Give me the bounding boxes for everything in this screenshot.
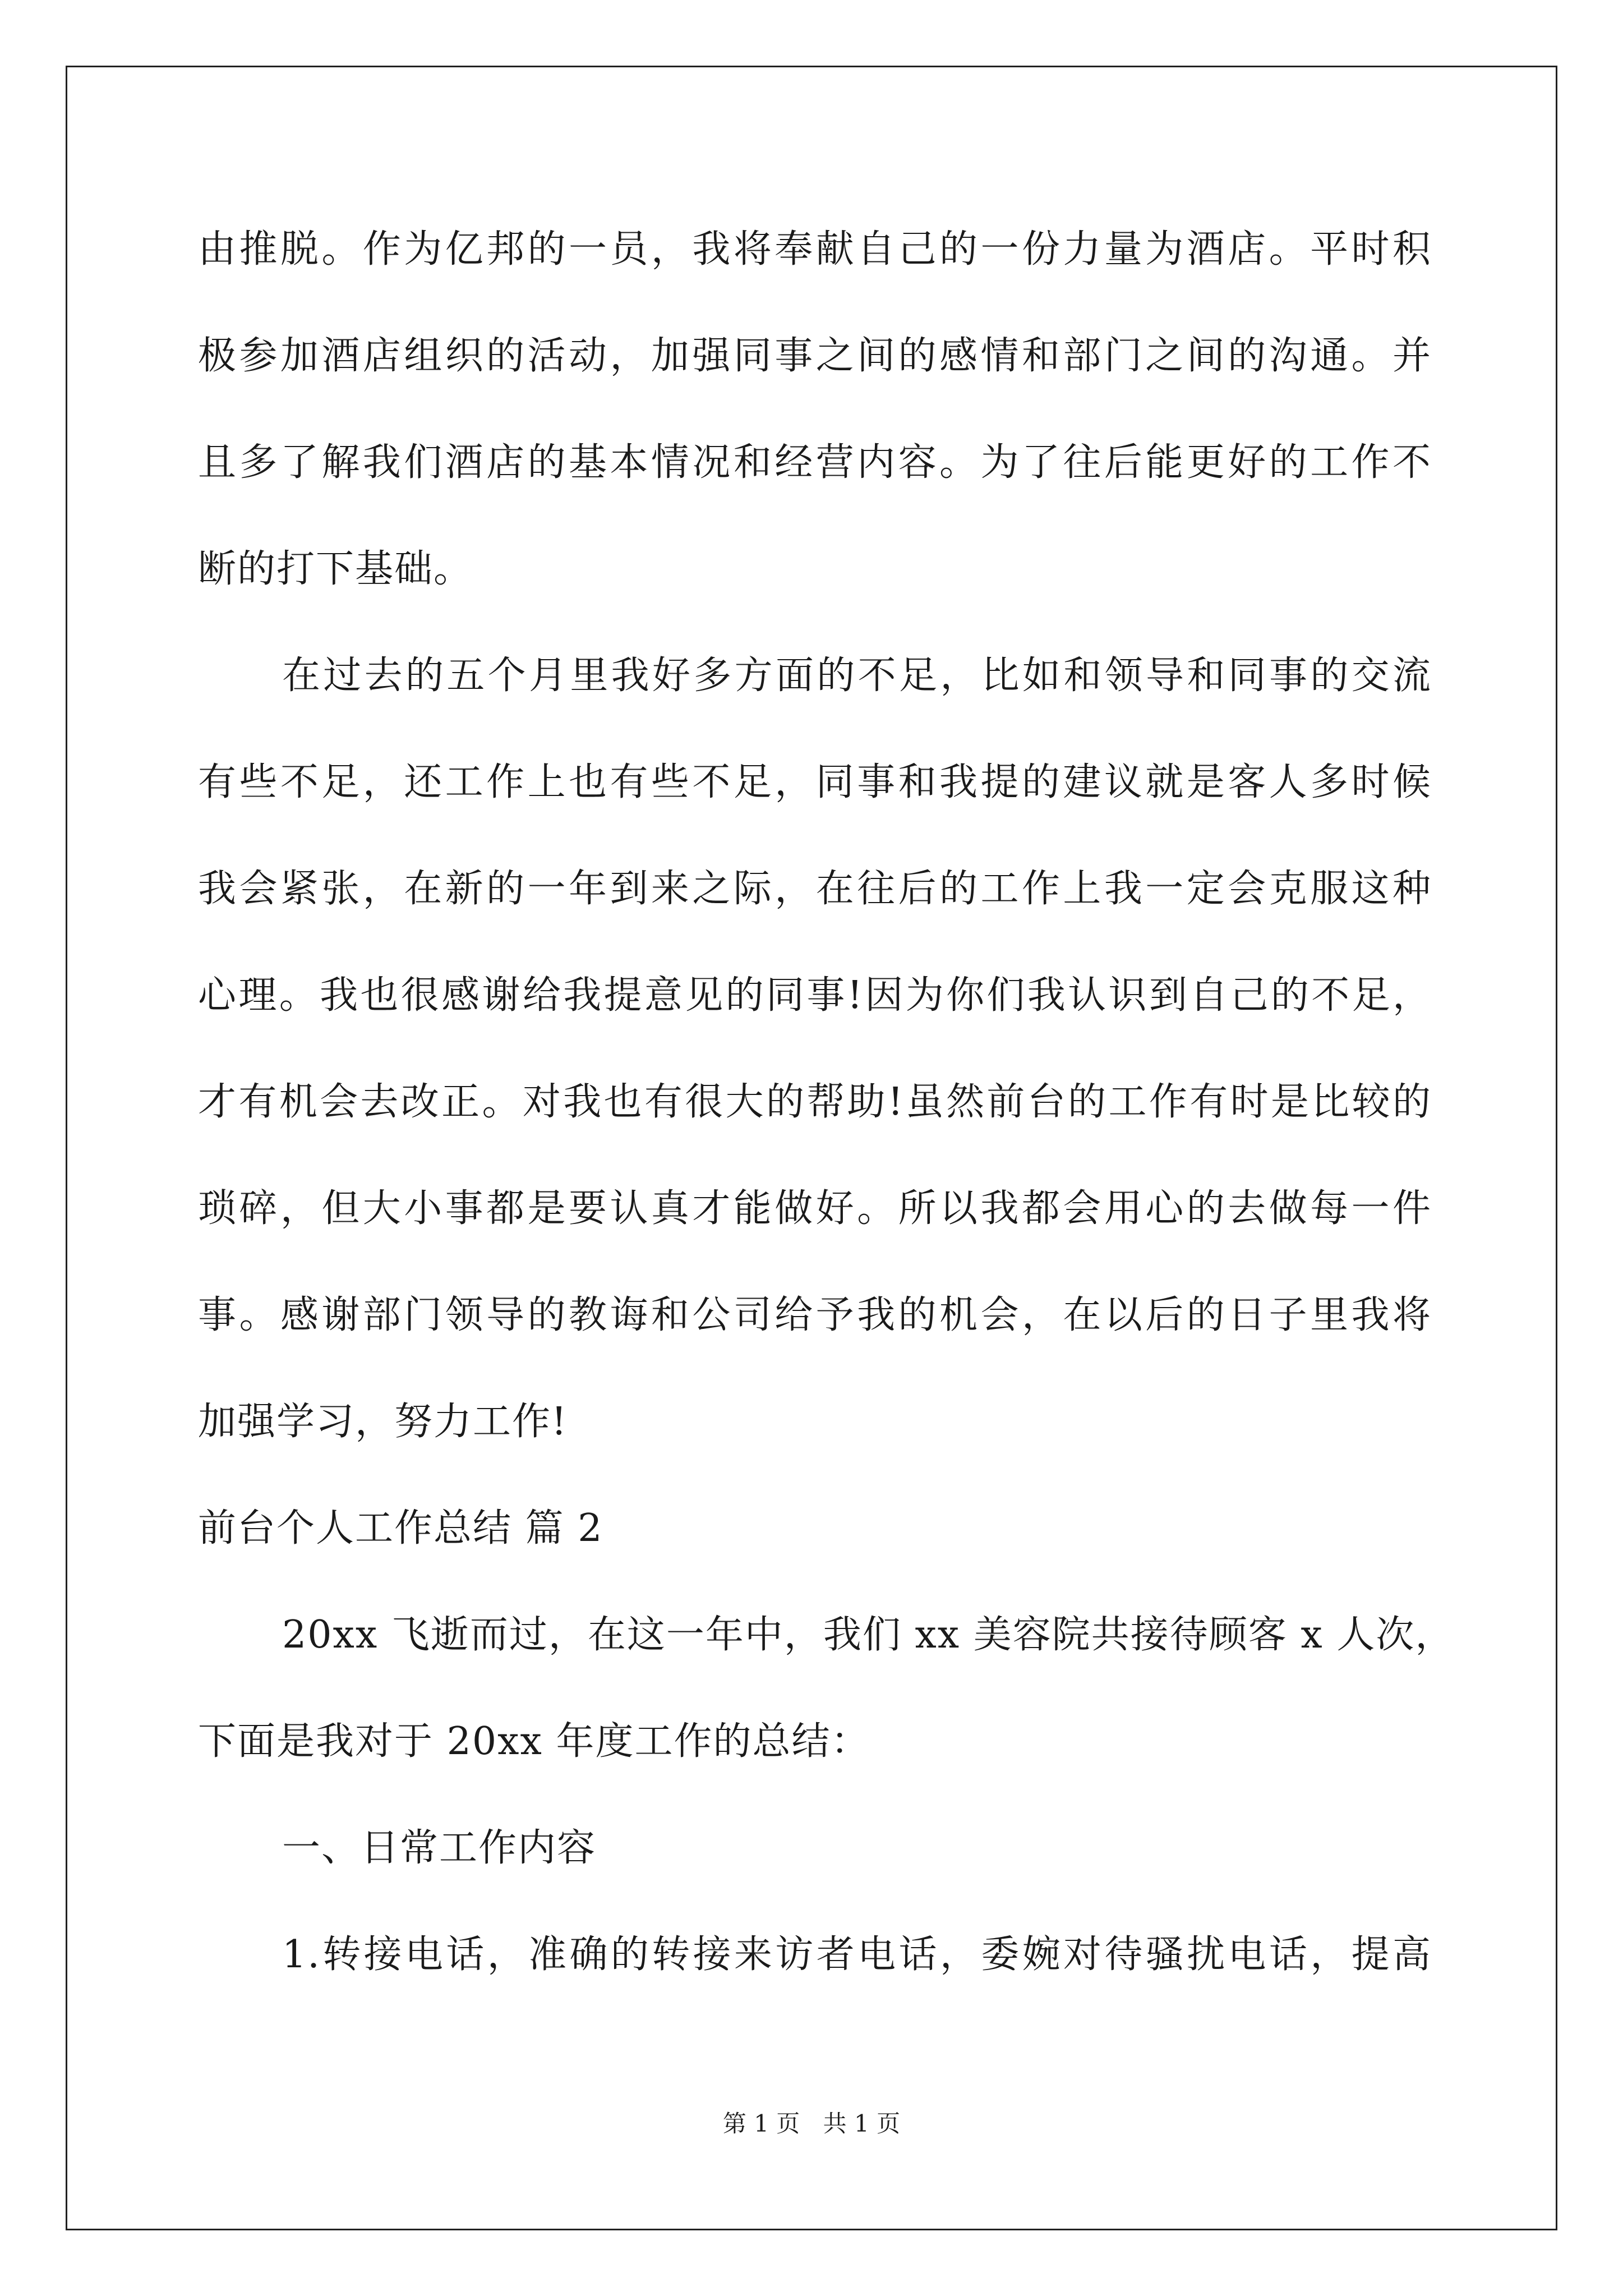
text-line: 才有机会去改正。对我也有很大的帮助!虽然前台的工作有时是比较的: [198, 1080, 1432, 1124]
page-footer: [0, 2107, 1623, 2141]
text-line: 心理。我也很感谢给我提意见的同事!因为你们我认识到自己的不足，: [198, 973, 1432, 1018]
text-line: 琐碎，但大小事都是要认真才能做好。所以我都会用心的去做每一件: [198, 1186, 1432, 1231]
document-body: [198, 213, 1455, 2025]
text-line: 由推脱。作为亿邦的一员，我将奉献自己的一份力量为酒店。平时积: [198, 227, 1432, 272]
text-line: 事。感谢部门领导的教诲和公司给予我的机会，在以后的日子里我将: [198, 1293, 1432, 1337]
section-heading: 前台个人工作总结 篇 2: [198, 1506, 603, 1550]
text-line: 断的打下基础。: [198, 547, 473, 591]
page-total: 共 1 页: [823, 2110, 901, 2137]
subheading: 一、日常工作内容: [282, 1826, 597, 1870]
text-line: 1.转接电话，准确的转接来访者电话，委婉对待骚扰电话，提高: [282, 1932, 1432, 1977]
text-line: 下面是我对于 20xx 年度工作的总结：: [198, 1719, 870, 1764]
text-line: 我会紧张，在新的一年到来之际，在往后的工作上我一定会克服这种: [198, 867, 1432, 911]
text-line: 加强学习，努力工作!: [198, 1400, 568, 1444]
text-line: 有些不足，还工作上也有些不足，同事和我提的建议就是客人多时候: [198, 760, 1432, 804]
text-line: 在过去的五个月里我好多方面的不足，比如和领导和同事的交流: [282, 654, 1432, 698]
page-number: 第 1 页: [722, 2110, 800, 2137]
text-line: 20xx 飞逝而过，在这一年中，我们 xx 美容院共接待顾客 x 人次，: [282, 1613, 1455, 1657]
text-line: 极参加酒店组织的活动，加强同事之间的感情和部门之间的沟通。并: [198, 334, 1432, 378]
text-line: 且多了解我们酒店的基本情况和经营内容。为了往后能更好的工作不: [198, 440, 1432, 485]
